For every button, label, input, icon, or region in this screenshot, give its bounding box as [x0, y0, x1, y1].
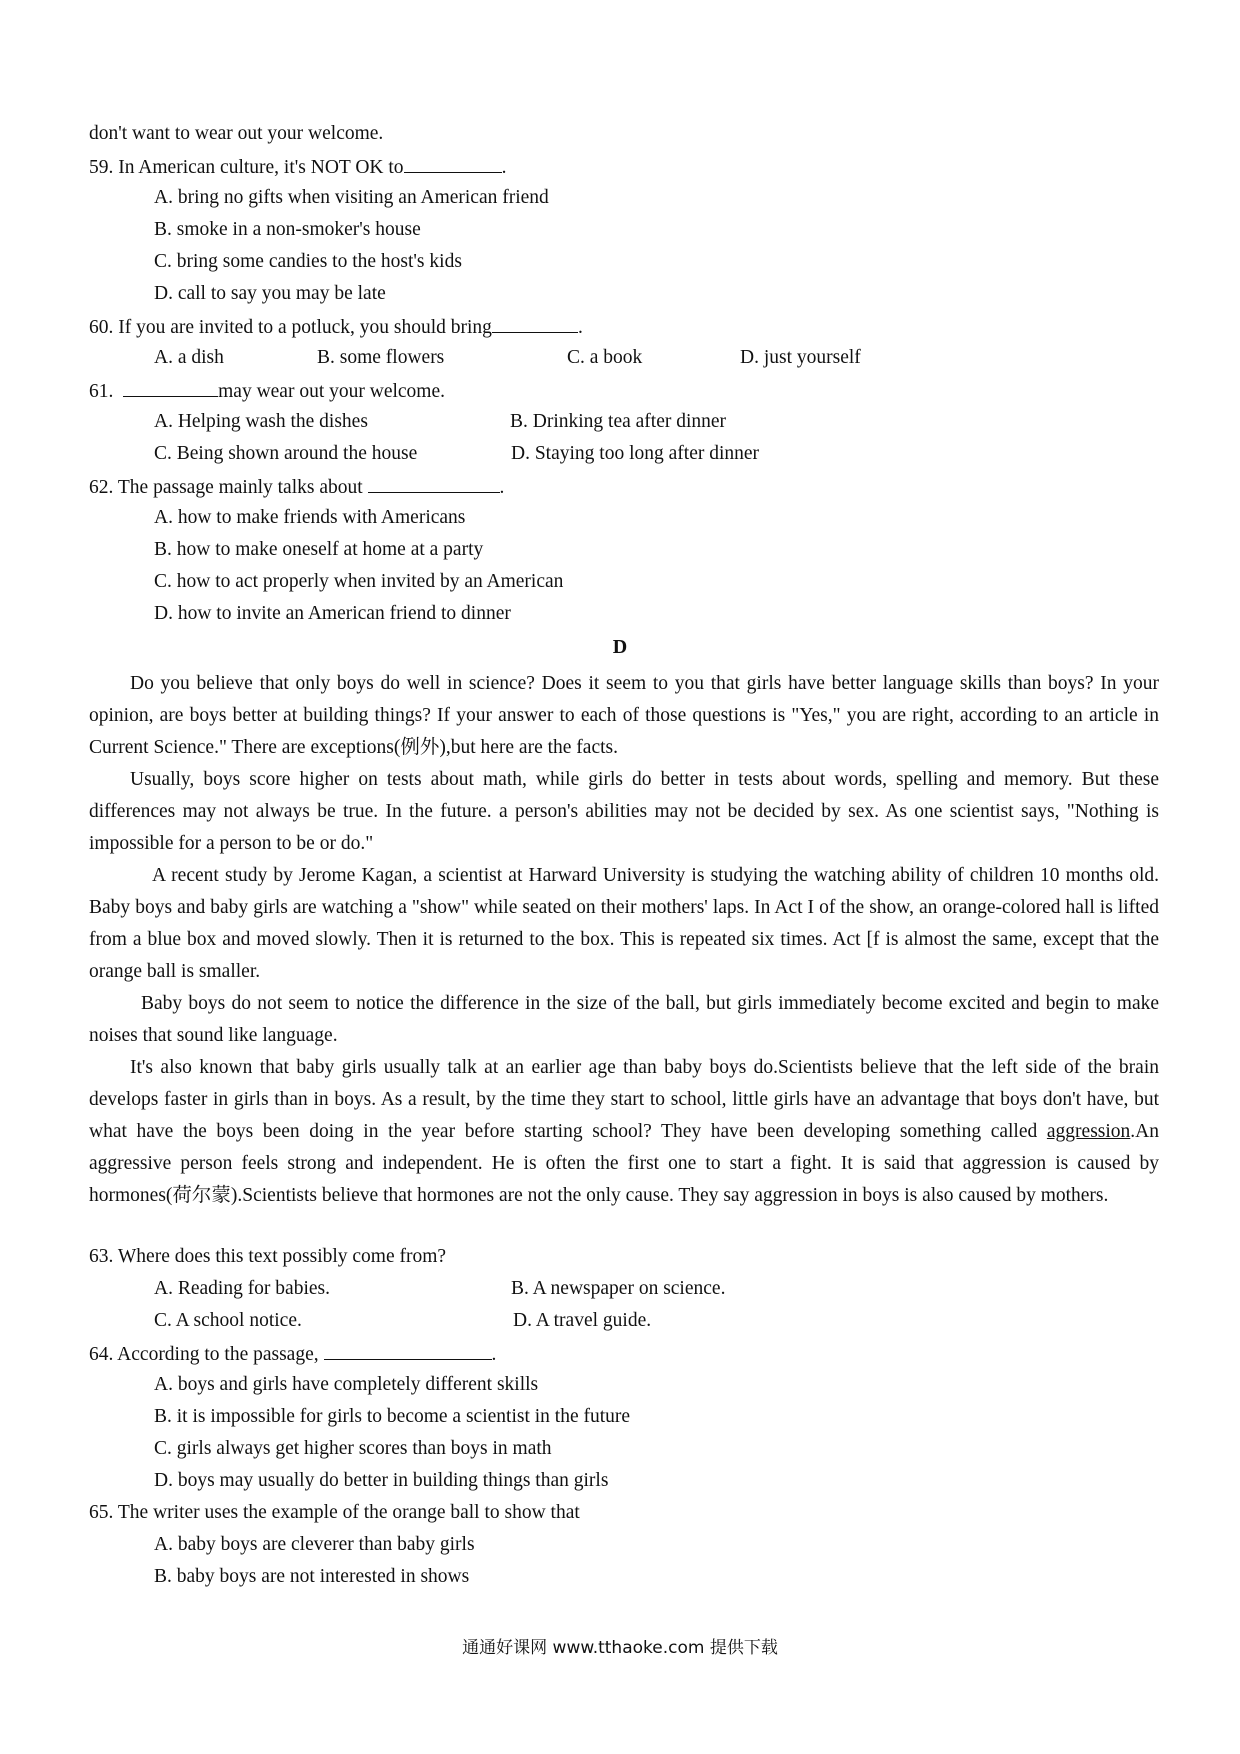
option-62a: A. how to make friends with Americans	[154, 507, 466, 528]
option-61a: A. Helping wash the dishes	[154, 411, 368, 432]
paragraph-5-part-1: It's also known that baby girls usually talk at an earlier age than baby boys do.Scientists believe that the left side of the brain develops faster in girls than in boys. As a result, by the time they start to school, little girls have an advantage that boys don't have, but what have the boys been doing in the year before starting school? They have been developing something called	[89, 1057, 1159, 1142]
option-61b: B. Drinking tea after dinner	[510, 411, 727, 432]
section-heading-d: D	[612, 636, 628, 658]
question-62-text: 62. The passage mainly talks about	[89, 477, 363, 498]
option-62d: D. how to invite an American friend to dinner	[154, 603, 511, 624]
question-61-number: 61.	[89, 381, 114, 402]
option-61d: D. Staying too long after dinner	[511, 443, 760, 464]
answer-blank	[492, 314, 578, 333]
answer-blank	[123, 378, 218, 397]
option-60b: B. some flowers	[317, 347, 445, 368]
question-59-stem	[89, 154, 506, 180]
option-64c: C. girls always get higher scores than boys in math	[154, 1438, 552, 1459]
passage-d-paragraph-5	[89, 1052, 1159, 1212]
option-59a: A. bring no gifts when visiting an American friend	[154, 187, 549, 208]
question-62-stem	[89, 474, 504, 500]
stem-end: .	[499, 477, 505, 498]
option-64a: A. boys and girls have completely different skills	[154, 1374, 539, 1395]
question-61-stem	[89, 378, 445, 404]
answer-blank	[368, 474, 500, 493]
question-64-text: 64. According to the passage,	[89, 1344, 319, 1365]
question-59-text: 59. In American culture, it's NOT OK to	[89, 157, 404, 178]
question-61-text: may wear out your welcome.	[218, 381, 446, 402]
stem-end: .	[491, 1344, 497, 1365]
answer-blank	[324, 1341, 492, 1360]
option-59d: D. call to say you may be late	[154, 283, 386, 304]
option-65a: A. baby boys are cleverer than baby girls	[154, 1534, 475, 1555]
option-63a: A. Reading for babies.	[154, 1278, 330, 1299]
stem-end: .	[501, 157, 507, 178]
question-63-stem: 63. Where does this text possibly come from?	[89, 1246, 447, 1267]
question-65-stem: 65. The writer uses the example of the orange ball to show that	[89, 1502, 580, 1523]
stem-end: .	[577, 317, 583, 338]
option-60d: D. just yourself	[740, 347, 861, 368]
option-64d: D. boys may usually do better in building things than girls	[154, 1470, 609, 1491]
paragraph-5-part-2: .An aggressive person feels strong and independent. He is often the first one to start a fight. It is said that aggression is caused by hormones(荷尔蒙).Scientists believe that hormones are not the only cause. They say aggression in boys is also caused by mothers.	[89, 1121, 1160, 1206]
option-62b: B. how to make oneself at home at a party	[154, 539, 484, 560]
option-62c: C. how to act properly when invited by an American	[154, 571, 564, 592]
question-64-stem	[89, 1341, 496, 1367]
option-65b: B. baby boys are not interested in shows	[154, 1566, 470, 1587]
page-footer: 通通好课网 www.tthaoke.com 提供下载	[462, 1638, 778, 1658]
option-63d: D. A travel guide.	[513, 1310, 652, 1331]
option-63c: C. A school notice.	[154, 1310, 302, 1331]
question-60-text: 60. If you are invited to a potluck, you should bring	[89, 317, 492, 338]
passage-c-tail: don't want to wear out your welcome.	[89, 123, 384, 144]
passage-d-paragraph-4: Baby boys do not seem to notice the difference in the size of the ball, but girls immediately become excited and begin to make noises that sound like language.	[89, 993, 1159, 1046]
option-59b: B. smoke in a non-smoker's house	[154, 219, 421, 240]
question-60-stem	[89, 314, 583, 340]
option-59c: C. bring some candies to the host's kids	[154, 251, 462, 272]
option-60a: A. a dish	[154, 347, 224, 368]
answer-blank	[404, 154, 502, 173]
underlined-word-aggression: aggression	[1046, 1121, 1131, 1142]
option-61c: C. Being shown around the house	[154, 443, 418, 464]
option-63b: B. A newspaper on science.	[511, 1278, 726, 1299]
option-64b: B. it is impossible for girls to become a scientist in the future	[154, 1406, 631, 1427]
passage-d-paragraph-2: Usually, boys score higher on tests about math, while girls do better in tests about words, spelling and memory. But these differences may not always be true. In the future. a person's abilities may not be decided by sex. As one scientist says, "Nothing is impossible for a person to be or do."	[89, 769, 1159, 854]
passage-d-paragraph-1: Do you believe that only boys do well in science? Does it seem to you that girls have better language skills than boys? In your opinion, are boys better at building things? If your answer to each of those questions is "Yes," you are right, according to an article in Current Science." There are exceptions(例外),but here are the facts.	[89, 673, 1159, 758]
passage-d-paragraph-3: A recent study by Jerome Kagan, a scientist at Harward University is studying the watching ability of children 10 months old. Baby boys and baby girls are watching a "show" while seated on their mothers' laps. In Act I of the show, an orange-colored hall is lifted from a blue box and moved slowly. Then it is returned to the box. This is repeated six times. Act [f is almost the same, except that the orange ball is smaller.	[89, 865, 1159, 982]
option-60c: C. a book	[567, 347, 643, 368]
